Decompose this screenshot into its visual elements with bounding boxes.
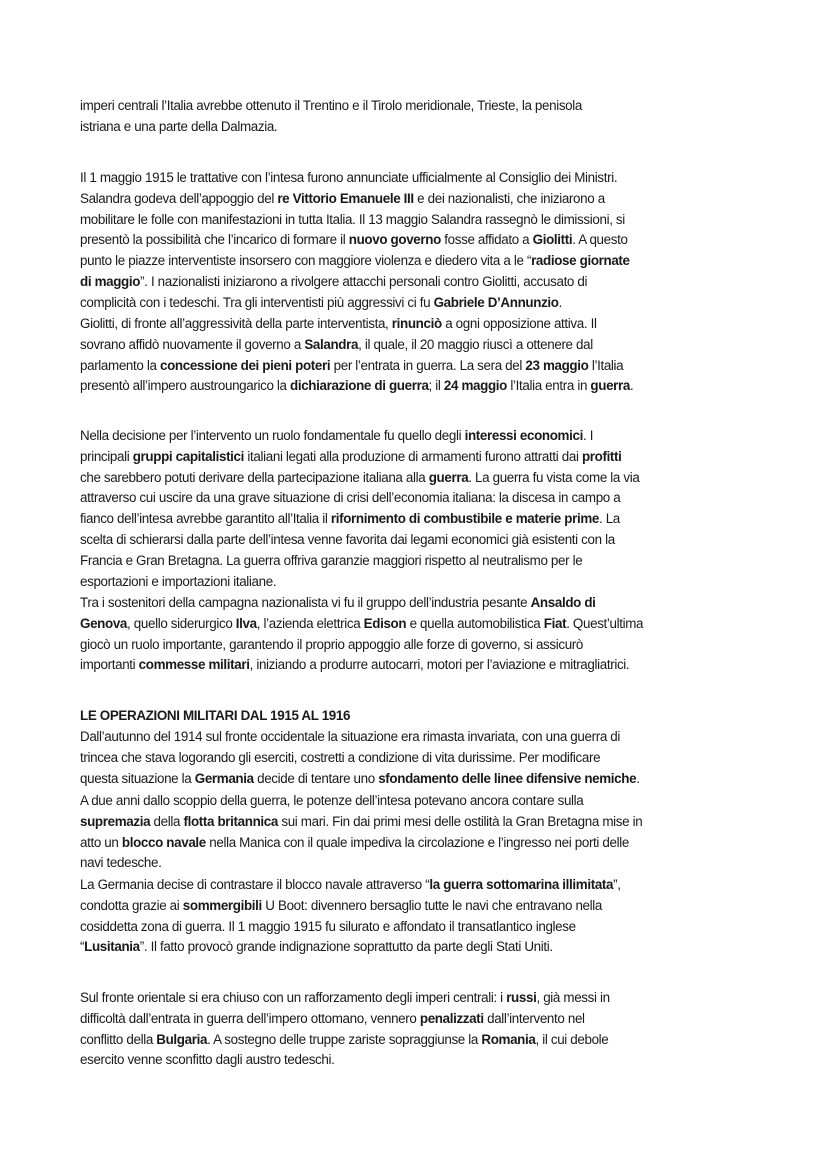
paragraph-may-1915 (80, 168, 800, 314)
bold-text: Ansaldo di (530, 595, 596, 610)
text-line (80, 168, 800, 189)
text-run: condotta grazie ai (80, 897, 183, 913)
bold-text: russi (506, 990, 537, 1005)
bold-text: Gabriele D’Annunzio (433, 294, 559, 310)
bold-text: Germania (194, 770, 254, 786)
text-run: complicità con i tedeschi. Tra gli interventisti più aggressivi ci fu (80, 294, 434, 310)
text-run: fianco dell’intesa avrebbe garantito all’Italia il (80, 511, 331, 527)
text-line (80, 293, 800, 314)
text-run: . (636, 770, 640, 786)
text-run: ; il (428, 378, 444, 394)
text-run: questa situazione la (80, 770, 195, 786)
text-run: . Quest’ultima (566, 615, 644, 631)
text-run: , già messi in (536, 990, 610, 1005)
text-line (80, 356, 800, 377)
text-line (80, 189, 800, 210)
text-line (80, 812, 800, 833)
bold-text: Bulgaria (156, 1031, 208, 1047)
bold-text: Romania (481, 1031, 536, 1047)
text-line (80, 635, 800, 656)
text-run: “ (80, 939, 85, 955)
text-line (80, 335, 800, 356)
text-line (80, 853, 800, 874)
text-run: importanti (80, 657, 139, 673)
text-run: scelta di schierarsi dalla parte dell’intesa venne favorita dai legami economici già esistenti con la (80, 531, 615, 547)
bold-text: Fiat (543, 615, 567, 631)
paragraph-giolitti-renounces (80, 314, 800, 397)
paragraph-territorial-promises (80, 96, 800, 138)
text-line (80, 614, 800, 635)
text-line (80, 117, 800, 138)
text-run: . (630, 378, 634, 394)
text-run: ”, (613, 877, 621, 892)
text-line (80, 988, 800, 1009)
bold-text: supremazia (80, 813, 151, 829)
text-line (80, 251, 800, 272)
text-line (80, 1009, 800, 1030)
text-run: esportazioni e importazioni italiane. (80, 573, 277, 589)
bold-text: guerra (428, 469, 469, 485)
text-run: Salandra godeva dell’appoggio del (80, 190, 278, 206)
text-run: Francia e Gran Bretagna. La guerra offriva garanzie maggiori rispetto al neutralismo per le (80, 552, 583, 568)
bold-text: Salandra (304, 336, 359, 352)
text-run: atto un (80, 834, 122, 850)
paragraph-eastern-front (80, 988, 800, 1071)
text-run: presentò all’impero austroungarico la (80, 378, 290, 394)
text-run: La Germania decise di contrastare il blocco navale attraverso “ (80, 877, 430, 892)
text-run: U Boot: divennero bersaglio tutte le navi che entravano nella (261, 897, 602, 913)
text-line (80, 572, 800, 593)
text-run: , iniziando a produrre autocarri, motori per l’aviazione e mitragliatrici. (249, 657, 630, 673)
text-run: imperi centrali l’Italia avrebbe ottenuto il Trentino e il Tirolo meridionale, Trieste, la penisola (80, 98, 582, 113)
text-line (80, 833, 800, 854)
bold-text: sfondamento delle linee difensive nemiche (378, 770, 637, 786)
text-line (80, 210, 800, 231)
text-run: presentò la possibilità che l’incarico di formare il (80, 232, 349, 248)
text-run: decide di tentare uno (253, 770, 379, 786)
text-run: a ogni opposizione attiva. Il (441, 316, 597, 331)
bold-text: dichiarazione di guerra (290, 378, 429, 394)
text-line (80, 488, 800, 509)
text-run: , quello siderurgico (127, 615, 236, 631)
text-run: Dall’autunno del 1914 sul fronte occidentale la situazione era rimasta invariata, con una guerra di (80, 729, 621, 744)
text-line (80, 272, 800, 293)
text-line (80, 509, 800, 530)
text-run: A due anni dallo scoppio della guerra, le potenze dell’intesa potevano ancora contare sulla (80, 793, 584, 808)
paragraph-industrial-groups (80, 593, 800, 676)
text-run: . La guerra fu vista come la via (468, 469, 640, 485)
text-run: . A sostegno delle truppe zariste sopraggiunse la (207, 1031, 482, 1047)
bold-text: re Vittorio Emanuele III (277, 190, 414, 206)
text-run: Il 1 maggio 1915 le trattative con l’intesa furono annunciate ufficialmente al Consiglio dei Ministri. (80, 170, 618, 185)
text-run: conflitto della (80, 1031, 157, 1047)
bold-text: di maggio (80, 273, 141, 289)
text-run: trincea che stava logorando gli eserciti, costretti a condizione di vita durissime. Per modificare (80, 749, 601, 765)
text-run: ”. Il fatto provocò grande indignazione soprattutto da parte degli Stati Uniti. (139, 939, 553, 955)
paragraph-western-front (80, 727, 800, 789)
text-line (80, 1030, 800, 1051)
paragraph-submarine-war (80, 875, 800, 958)
paragraph-economic-interests (80, 426, 800, 592)
text-run: , il quale, il 20 maggio riuscì a ottenere dal (358, 336, 593, 352)
text-run: nella Manica con il quale impediva la circolazione e l’ingresso nei porti delle (205, 834, 629, 850)
text-run: cosiddetta zona di guerra. Il 1 maggio 1915 fu silurato e affondato il transatlantico inglese (80, 918, 576, 934)
text-line (80, 769, 800, 790)
bold-text: nuovo governo (348, 232, 441, 248)
text-line (80, 875, 800, 896)
text-run: per l’entrata in guerra. La sera del (330, 357, 526, 373)
text-run: sovrano affidò nuovamente il governo a (80, 336, 305, 352)
bold-text: profitti (581, 448, 622, 464)
text-run: istriana e una parte della Dalmazia. (80, 118, 278, 134)
bold-text: concessione dei pieni poteri (159, 357, 331, 373)
bold-text: rifornimento di combustibile e materie prime (330, 511, 599, 527)
text-run: l’Italia (588, 357, 624, 373)
text-run: mobilitare le folle con manifestazioni in tutta Italia. Il 13 maggio Salandra rassegnò le dimissioni, si (80, 211, 625, 227)
text-line (80, 727, 800, 748)
text-line (80, 314, 800, 335)
bold-text: rinunciò (391, 316, 442, 331)
bold-text: la guerra sottomarina illimitata (429, 877, 614, 892)
bold-text: Lusitania (84, 939, 140, 955)
text-run: fosse affidato a (440, 232, 533, 248)
text-line (80, 530, 800, 551)
text-line (80, 791, 800, 812)
text-run: . (558, 294, 562, 310)
text-line (80, 551, 800, 572)
bold-text: sommergibili (182, 897, 262, 913)
text-line (80, 937, 800, 958)
bold-text: Ilva (235, 615, 257, 631)
text-run: parlamento la (80, 357, 160, 373)
text-line (80, 468, 800, 489)
bold-text: gruppi capitalistici (132, 448, 245, 464)
text-run: attraverso cui uscire da una grave situazione di crisi dell’economia italiana: la discesa in campo a (80, 490, 621, 506)
text-line (80, 96, 800, 117)
text-line (80, 896, 800, 917)
text-run: navi tedesche. (80, 855, 162, 871)
bold-text: interessi economici (464, 428, 583, 443)
bold-text: Genova (80, 615, 128, 631)
text-run: e dei nazionalisti, che iniziarono a (413, 190, 605, 206)
text-run: dall’intervento nel (483, 1010, 585, 1026)
bold-text: Giolitti (532, 232, 573, 248)
text-run: Giolitti, di fronte all’aggressività della parte interventista, (80, 316, 392, 331)
text-run: italiani legati alla produzione di armamenti furono attratti dai (244, 448, 582, 464)
bold-text: blocco navale (121, 834, 206, 850)
text-line (80, 447, 800, 468)
text-line (80, 655, 800, 676)
text-run: , il cui debole (535, 1031, 609, 1047)
bold-text: commesse militari (138, 657, 250, 673)
bold-text: guerra (590, 378, 630, 394)
text-run: ”. I nazionalisti iniziarono a rivolgere attacchi personali contro Giolitti, accusato di (140, 273, 588, 289)
text-run: punto le piazze interventiste insorsero con maggiore violenza e diedero vita a le “ (80, 253, 532, 269)
text-run: difficoltà dall’entrata in guerra dell’impero ottomano, vennero (80, 1010, 420, 1026)
text-run: Tra i sostenitori della campagna nazionalista vi fu il gruppo dell’industria pesante (80, 595, 531, 610)
text-run: principali (80, 448, 133, 464)
text-run: , l’azienda elettrica (256, 615, 364, 631)
text-run: Nella decisione per l’intervento un ruolo fondamentale fu quello degli (80, 428, 465, 443)
text-line (80, 748, 800, 769)
text-run: e quella automobilistica (406, 615, 544, 631)
text-run: . I (582, 428, 594, 443)
text-line (80, 426, 800, 447)
text-run: l’Italia entra in (507, 378, 591, 394)
text-run: esercito venne sconfitto dagli austro tedeschi. (80, 1052, 335, 1068)
text-line (80, 593, 800, 614)
bold-text: radiose giornate (531, 253, 630, 269)
bold-text: penalizzati (419, 1010, 484, 1026)
text-run: della (150, 813, 184, 829)
bold-text: 23 maggio (525, 357, 589, 373)
text-line (80, 376, 800, 397)
bold-text: flotta britannica (183, 813, 278, 829)
text-run: che sarebbero potuti derivare della partecipazione italiana alla (80, 469, 429, 485)
text-run: . A questo (572, 232, 628, 248)
text-run: giocò un ruolo importante, garantendo il proprio appoggio alle forze di governo, si assicurò (80, 636, 584, 652)
bold-text: Edison (363, 615, 407, 631)
section-heading: LE OPERAZIONI MILITARI DAL 1915 AL 1916 (80, 708, 351, 723)
text-line (80, 1050, 800, 1071)
paragraph-naval-blockade (80, 791, 800, 874)
text-line (80, 917, 800, 938)
text-line (80, 230, 800, 251)
text-run: . La (598, 511, 620, 527)
text-run: sui mari. Fin dai primi mesi delle ostilità la Gran Bretagna mise in (277, 813, 643, 829)
bold-text: 24 maggio (443, 378, 507, 394)
text-run: Sul fronte orientale si era chiuso con un rafforzamento degli imperi centrali: i (80, 990, 507, 1005)
